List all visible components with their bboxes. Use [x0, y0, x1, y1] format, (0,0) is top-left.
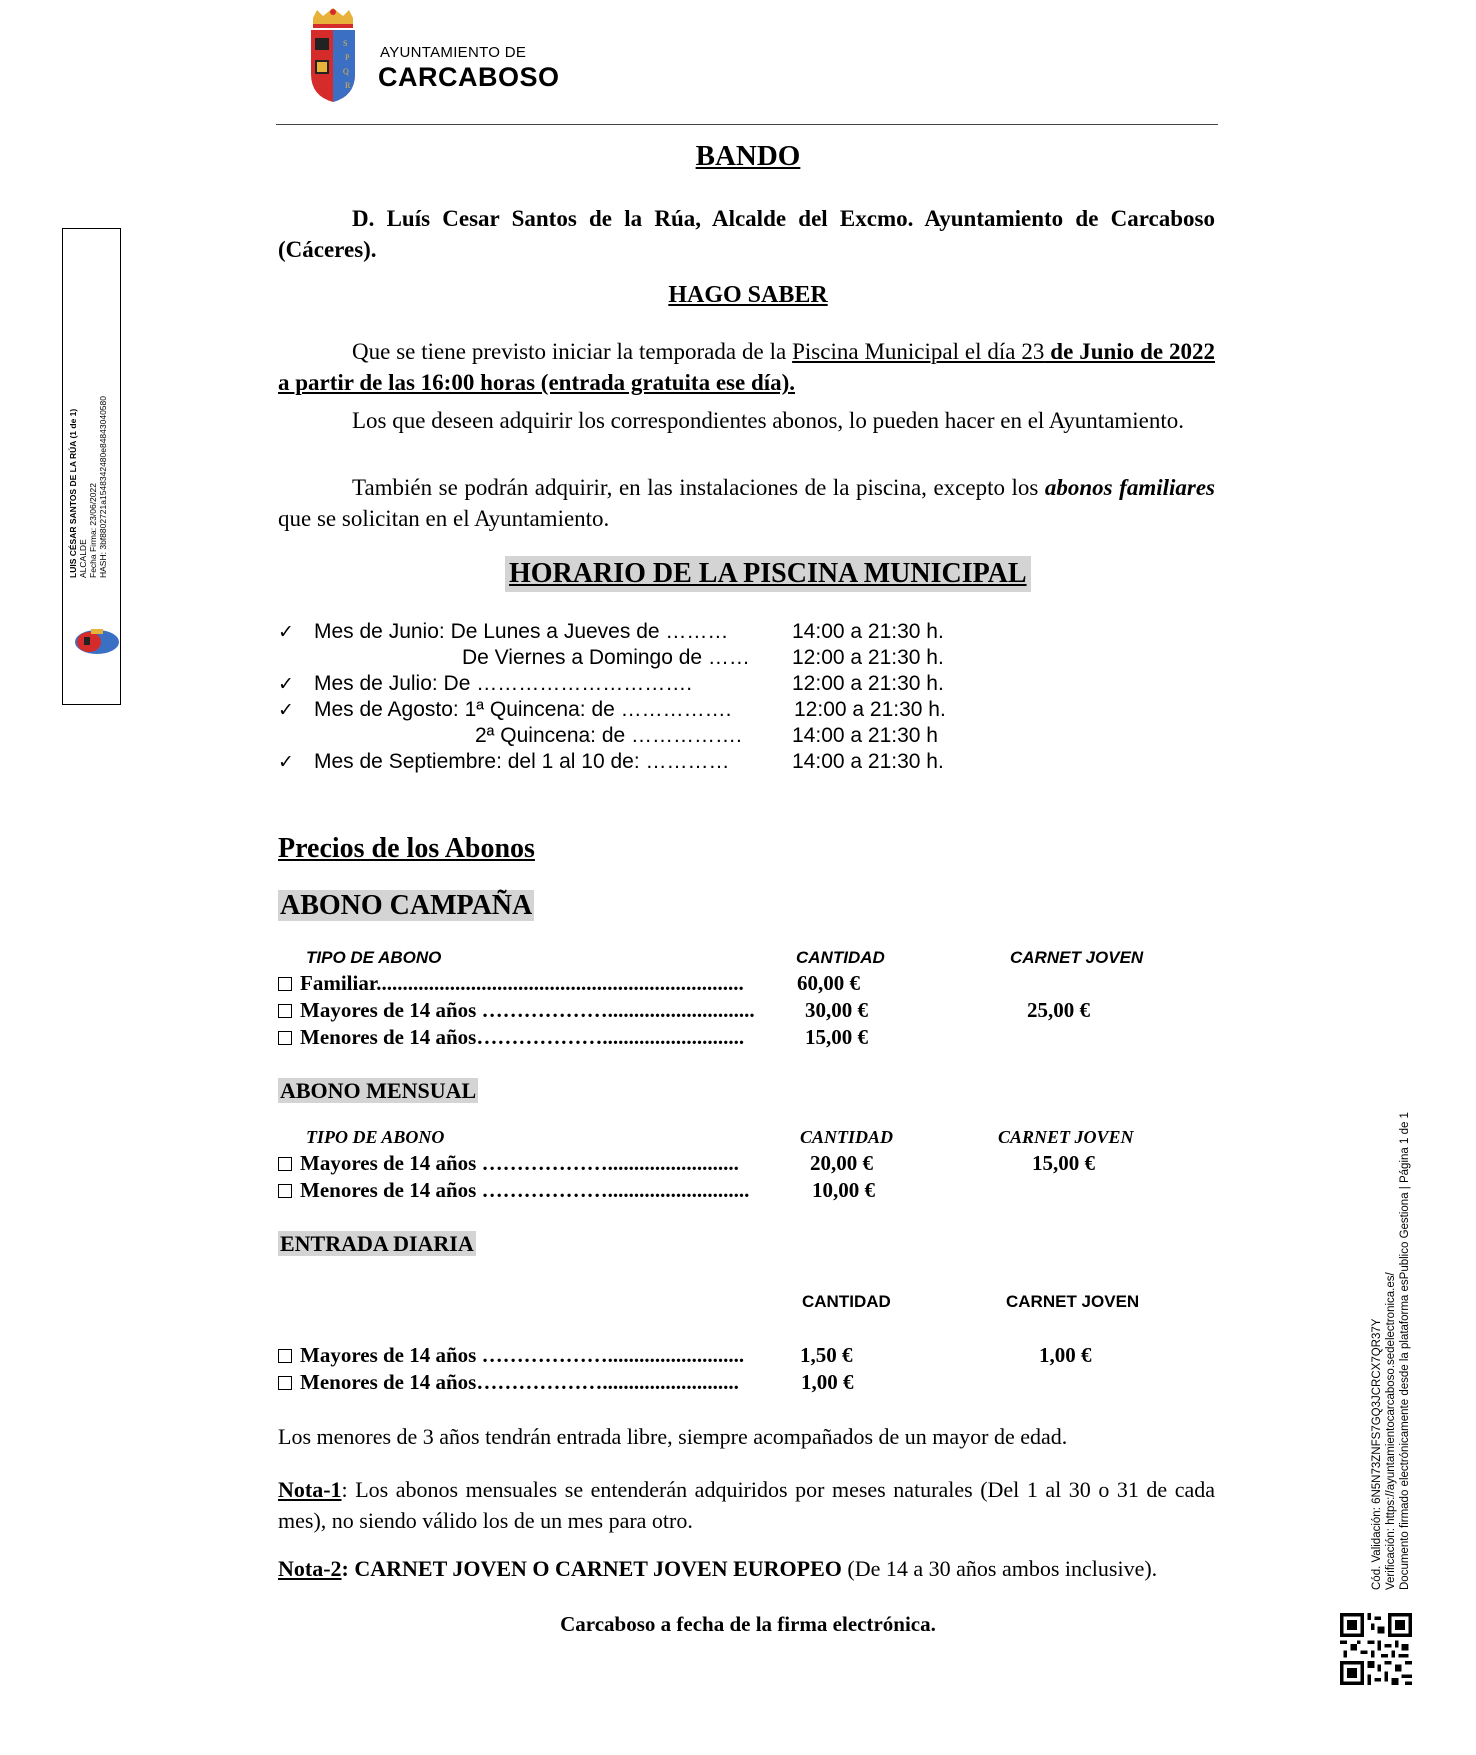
column-header-cantidad: CANTIDAD: [800, 1127, 894, 1147]
nota-1-text: : Los abonos mensuales se entenderán adquiridos por meses naturales (Del 1 al 30 o 31 de cada mes), no siendo válido los de un mes para otro.: [278, 1477, 1215, 1533]
paragraph-opening-c: de Junio de 2022 a partir de las 16:00 horas (entrada gratuita ese día).: [278, 339, 1215, 395]
paragraph-instalaciones: [278, 472, 1215, 534]
column-header-carnet-joven: CARNET JOVEN: [998, 1127, 1134, 1147]
price-cantidad: 15,00 €: [805, 1025, 868, 1049]
schedule-time: 12:00 a 21:30 h.: [794, 698, 946, 721]
abono-campana-heading: [278, 890, 534, 922]
validation-url: Verificación: https://ayuntamientocarcaboso.sedelectronica.es/: [1385, 1272, 1397, 1590]
stamp-hash: HASH: 3bf8802721a1548342480e84843040580: [98, 396, 108, 578]
price-row: [278, 1025, 744, 1050]
coat-of-arms-logo: [305, 8, 361, 104]
paragraph-abonos: Los que deseen adquirir los correspondientes abonos, lo pueden hacer en el Ayuntamiento.: [352, 408, 1185, 433]
schedule-row: [278, 672, 294, 696]
price-row-label: Menores de 14 años ………………...........................: [300, 1178, 750, 1202]
column-header-cantidad: CANTIDAD: [796, 948, 885, 967]
svg-text:Q: Q: [343, 67, 349, 76]
paragraph-opening-a: Que se tiene previsto iniciar la temporada de la: [352, 339, 793, 364]
header-divider: [276, 124, 1218, 125]
abono-campana-title: ABONO CAMPAÑA: [280, 890, 533, 921]
qr-code-icon[interactable]: [1340, 1613, 1412, 1685]
checkbox-icon: [278, 1184, 292, 1198]
nota-2-label: Nota-2: [278, 1556, 342, 1581]
header-org-line1: AYUNTAMIENTO DE: [380, 44, 527, 61]
svg-text:R: R: [345, 81, 351, 90]
check-icon: ✓: [278, 751, 294, 773]
column-header-tipo: TIPO DE ABONO: [306, 1127, 445, 1147]
paragraph-opening-b: Piscina Municipal el día 23: [792, 339, 1045, 364]
svg-text:P: P: [345, 53, 350, 62]
check-icon: ✓: [278, 673, 294, 695]
entrada-diaria-heading: [278, 1231, 476, 1257]
intro-paragraph: [278, 203, 1215, 265]
abono-mensual-title: ABONO MENSUAL: [280, 1078, 477, 1103]
price-carnet-joven: 1,00 €: [1039, 1343, 1092, 1367]
price-row: [278, 1151, 739, 1176]
header-org-name: CARCABOSO: [378, 62, 560, 92]
paragraph-instalaciones-b: abonos familiares: [1044, 475, 1216, 500]
checkbox-icon: [278, 1157, 292, 1171]
price-row: [278, 971, 744, 996]
price-row: [278, 1343, 744, 1368]
price-cantidad: 10,00 €: [812, 1178, 875, 1202]
checkbox-icon: [278, 1004, 292, 1018]
stamp-role: ALCALDE: [78, 539, 88, 578]
menores-note: Los menores de 3 años tendrán entrada libre, siempre acompañados de un mayor de edad.: [278, 1424, 1068, 1449]
price-cantidad: 20,00 €: [810, 1151, 873, 1175]
paragraph-opening: [278, 336, 1215, 398]
schedule-row: [278, 750, 294, 774]
abono-mensual-heading: [278, 1078, 478, 1104]
schedule-label: Mes de Junio: De Lunes a Jueves de ………: [314, 620, 729, 643]
schedule-label: Mes de Julio: De ………………………….: [314, 672, 693, 695]
column-header-carnet-joven: CARNET JOVEN: [1010, 948, 1144, 967]
nota-2: [278, 1553, 1215, 1584]
schedule-time: 12:00 a 21:30 h.: [792, 646, 944, 669]
stamp-seal-icon: [74, 627, 120, 655]
price-row-label: Menores de 14 años………………..........................: [300, 1370, 739, 1394]
price-row-label: Mayores de 14 años ………………..........................: [300, 1343, 745, 1367]
intro-text: D. Luís Cesar Santos de la Rúa, Alcalde del Excmo. Ayuntamiento de Carcaboso (Cáceres).: [278, 206, 1215, 262]
column-header-cantidad: CANTIDAD: [802, 1292, 891, 1311]
price-row-label: Familiar......................................................................: [300, 971, 744, 995]
price-row: [278, 1178, 749, 1203]
price-carnet-joven: 25,00 €: [1027, 998, 1090, 1022]
check-icon: ✓: [278, 699, 294, 721]
entrada-diaria-title: ENTRADA DIARIA: [280, 1231, 474, 1256]
schedule-label: 2ª Quincena: de …………….: [475, 724, 742, 747]
precios-heading: Precios de los Abonos: [278, 833, 535, 864]
horario-heading: HORARIO DE LA PISCINA MUNICIPAL: [505, 556, 1031, 592]
price-cantidad: 60,00 €: [797, 971, 860, 995]
nota-1: [278, 1474, 1215, 1536]
price-row-label: Mayores de 14 años ………………............................: [300, 998, 755, 1022]
column-header-tipo: TIPO DE ABONO: [306, 948, 442, 967]
schedule-time: 14:00 a 21:30 h.: [792, 620, 944, 643]
stamp-date: Fecha Firma: 23/06/2022: [88, 483, 98, 578]
svg-text:S: S: [343, 39, 348, 48]
check-icon: ✓: [278, 621, 294, 643]
nota-2-text: (De 14 a 30 años ambos inclusive).: [841, 1556, 1158, 1581]
hago-saber-heading: HAGO SABER: [668, 282, 828, 308]
price-row: [278, 998, 755, 1023]
price-row-label: Mayores de 14 años ……………….........................: [300, 1151, 739, 1175]
price-row-label: Menores de 14 años………………...........................: [300, 1025, 745, 1049]
schedule-label: Mes de Agosto: 1ª Quincena: de …………….: [314, 698, 732, 721]
checkbox-icon: [278, 977, 292, 991]
schedule-time: 14:00 a 21:30 h.: [792, 750, 944, 773]
schedule-time: 14:00 a 21:30 h: [792, 724, 938, 747]
document-title: BANDO: [695, 140, 801, 172]
nota-1-label: Nota-1: [278, 1477, 342, 1502]
stamp-signer: LUIS CÉSAR SANTOS DE LA RÚA (1 de 1): [68, 408, 78, 578]
closing-line: Carcaboso a fecha de la firma electrónica.: [560, 1612, 936, 1636]
schedule-row: [278, 620, 294, 644]
nota-2-bold: : CARNET JOVEN O CARNET JOVEN EUROPEO: [341, 1556, 842, 1581]
price-cantidad: 30,00 €: [805, 998, 868, 1022]
column-header-carnet-joven: CARNET JOVEN: [1006, 1292, 1140, 1311]
checkbox-icon: [278, 1376, 292, 1390]
paragraph-instalaciones-c: que se solicitan en el Ayuntamiento.: [278, 506, 610, 531]
price-cantidad: 1,50 €: [800, 1343, 853, 1367]
schedule-label: Mes de Septiembre: del 1 al 10 de: …………: [314, 750, 730, 773]
price-carnet-joven: 15,00 €: [1032, 1151, 1095, 1175]
price-cantidad: 1,00 €: [801, 1370, 854, 1394]
schedule-time: 12:00 a 21:30 h.: [792, 672, 944, 695]
validation-code: Cód. Validación: 6N5N73ZNFS7GQ3JCRCX7QR37Y: [1371, 1318, 1383, 1590]
validation-platform: Documento firmado electrónicamente desde la plataforma esPublico Gestiona | Página 1 de 1: [1399, 1112, 1411, 1590]
checkbox-icon: [278, 1031, 292, 1045]
paragraph-instalaciones-a: También se podrán adquirir, en las instalaciones de la piscina, excepto los: [352, 475, 1045, 500]
schedule-row: [278, 698, 294, 722]
schedule-label: De Viernes a Domingo de ……: [462, 646, 750, 669]
price-row: [278, 1370, 739, 1395]
checkbox-icon: [278, 1349, 292, 1363]
